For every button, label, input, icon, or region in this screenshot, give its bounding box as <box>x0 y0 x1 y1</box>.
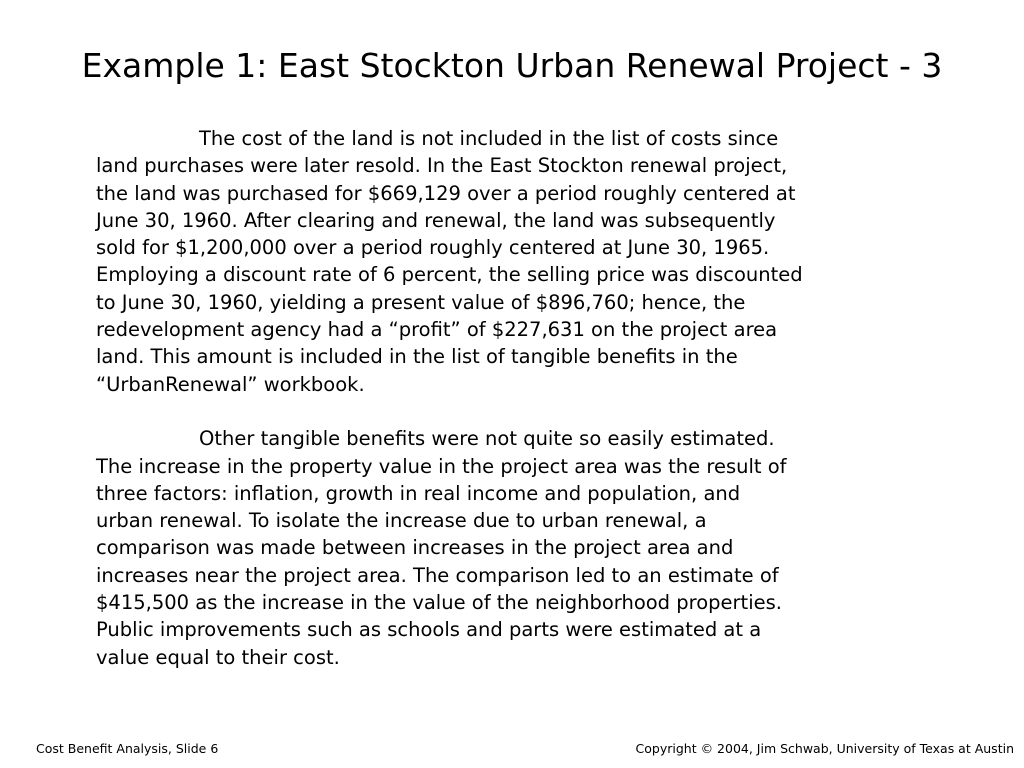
slide-body <box>96 125 946 671</box>
paragraph-line: $415,500 as the increase in the value of the neighborhood properties. <box>96 591 782 615</box>
paragraph-line: increases near the project area. The comparison led to an estimate of <box>96 563 779 587</box>
paragraph-line: land purchases were later resold. In the East Stockton renewal project, <box>96 154 788 178</box>
paragraph-other-benefits <box>96 425 946 671</box>
paragraph-line: the land was purchased for $669,129 over a period roughly centered at <box>96 181 796 205</box>
paragraph-line: Other tangible benefits were not quite so easily estimated. <box>199 427 775 451</box>
paragraph-line: comparison was made between increases in the project area and <box>96 536 734 560</box>
paragraph-line: value equal to their cost. <box>96 645 340 669</box>
paragraph-line: redevelopment agency had a “profit” of $227,631 on the project area <box>96 318 778 342</box>
paragraph-line: June 30, 1960. After clearing and renewal, the land was subsequently <box>96 208 776 232</box>
footer-slide-label: Cost Benefit Analysis, Slide 6 <box>36 741 219 756</box>
paragraph-line: sold for $1,200,000 over a period roughly centered at June 30, 1965. <box>96 236 770 260</box>
slide-title: Example 1: East Stockton Urban Renewal Project - 3 <box>81 46 943 85</box>
paragraph-line: Public improvements such as schools and parts were estimated at a <box>96 618 762 642</box>
paragraph-line: The increase in the property value in the project area was the result of <box>96 454 787 478</box>
paragraph-line: to June 30, 1960, yielding a present value of $896,760; hence, the <box>96 290 746 314</box>
paragraph-line: Employing a discount rate of 6 percent, the selling price was discounted <box>96 263 803 287</box>
paragraph-line: land. This amount is included in the list of tangible benefits in the <box>96 345 738 369</box>
paragraph-line: The cost of the land is not included in the list of costs since <box>199 127 779 150</box>
paragraph-line: urban renewal. To isolate the increase due to urban renewal, a <box>96 509 707 533</box>
footer-copyright: Copyright © 2004, Jim Schwab, University of Texas at Austin <box>635 741 1014 756</box>
paragraph-land-cost <box>96 125 946 398</box>
paragraph-line: “UrbanRenewal” workbook. <box>96 372 365 396</box>
paragraph-line: three factors: inflation, growth in real income and population, and <box>96 481 741 505</box>
